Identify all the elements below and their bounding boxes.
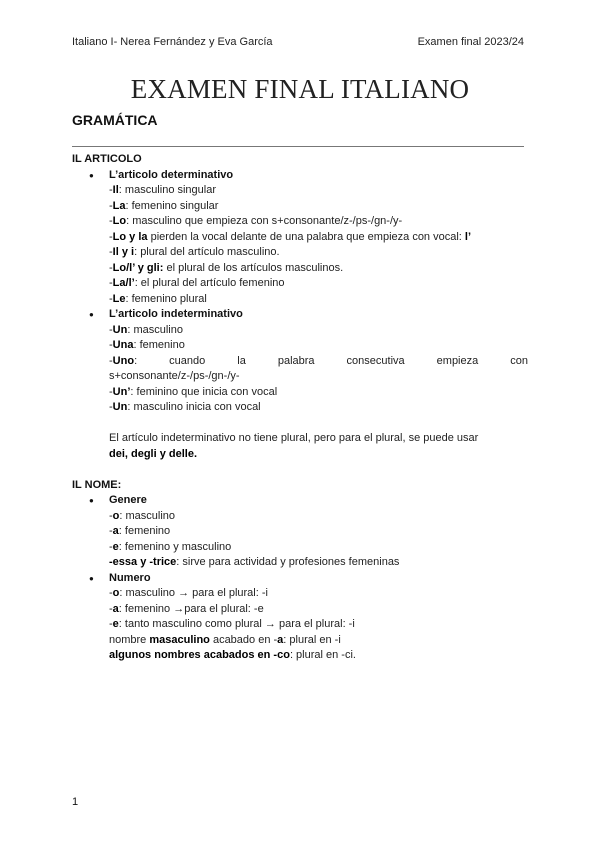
list-item: -Lo: masculino que empieza con s+consonante/z-/ps-/gn-/y-: [109, 215, 403, 227]
document-body: [72, 152, 528, 664]
bullet-genere: ● Genere: [72, 493, 528, 509]
bullet-articolo-determinativo: ● L’articolo determinativo: [72, 168, 528, 184]
list-item: -Un’: feminino que inicia con vocal: [109, 385, 278, 398]
page-number: 1: [72, 796, 79, 808]
list-item: -o: masculino: [109, 509, 176, 522]
list-item: -e: tanto masculino como plural → para el plural: -i: [109, 618, 355, 630]
list-item: -a: femenino →para el plural: -e: [109, 602, 264, 615]
bullet-articolo-indeterminativo: ● L’articolo indeterminativo: [72, 307, 528, 323]
horizontal-rule: [72, 146, 524, 147]
list-item: -Un: masculino: [109, 323, 183, 336]
list-item: -o: masculino → para el plural: -i: [109, 587, 268, 599]
list-item: -La: femenino singular: [109, 199, 219, 212]
list-item: -Le: femenino plural: [109, 292, 207, 305]
list-item-algunos: algunos nombres acabados en -co: plural en -ci.: [109, 649, 356, 661]
list-item: -La/l’: el plural del artículo femenino: [109, 277, 285, 289]
list-item: -Lo/l’ y gli: el plural de los artículos masculinos.: [109, 261, 344, 274]
list-item: -Un: masculino inicia con vocal: [109, 401, 261, 413]
page-title: EXAMEN FINAL ITALIANO: [130, 74, 470, 104]
list-item: -e: femenino y masculino: [109, 540, 232, 553]
list-item: -essa y -trice: sirve para actividad y profesiones femeninas: [109, 556, 400, 568]
nome-heading: IL NOME:: [72, 478, 122, 491]
list-item: -Il y i: plural del artículo masculino.: [109, 246, 280, 258]
list-item-uno: -Uno: cuando la palabra consecutiva empieza con: [109, 354, 528, 367]
articolo-heading: IL ARTICOLO: [72, 153, 142, 165]
list-item-uno-cont: s+consonante/z-/ps-/gn-/y-: [109, 370, 240, 382]
list-item: -Una: femenino: [109, 339, 185, 351]
list-item: -Lo y la pierden la vocal delante de una palabra que empieza con vocal: l’: [109, 230, 472, 243]
header-right: Examen final 2023/24: [417, 36, 524, 48]
header-left: Italiano I- Nerea Fernández y Eva García: [72, 36, 273, 48]
list-item-masculino: nombre masaculino acabado en -a: plural en -i: [109, 633, 341, 646]
bullet-numero: ● Numero: [72, 571, 528, 587]
section-heading: GRAMÁTICA: [72, 112, 158, 128]
list-item: -a: femenino: [109, 525, 171, 537]
indeterminativo-note-bold: dei, degli y delle.: [109, 447, 198, 460]
indeterminativo-note: El artículo indeterminativo no tiene plural, pero para el plural, se puede usar: [109, 432, 479, 444]
list-item: -Il: masculino singular: [109, 184, 217, 196]
